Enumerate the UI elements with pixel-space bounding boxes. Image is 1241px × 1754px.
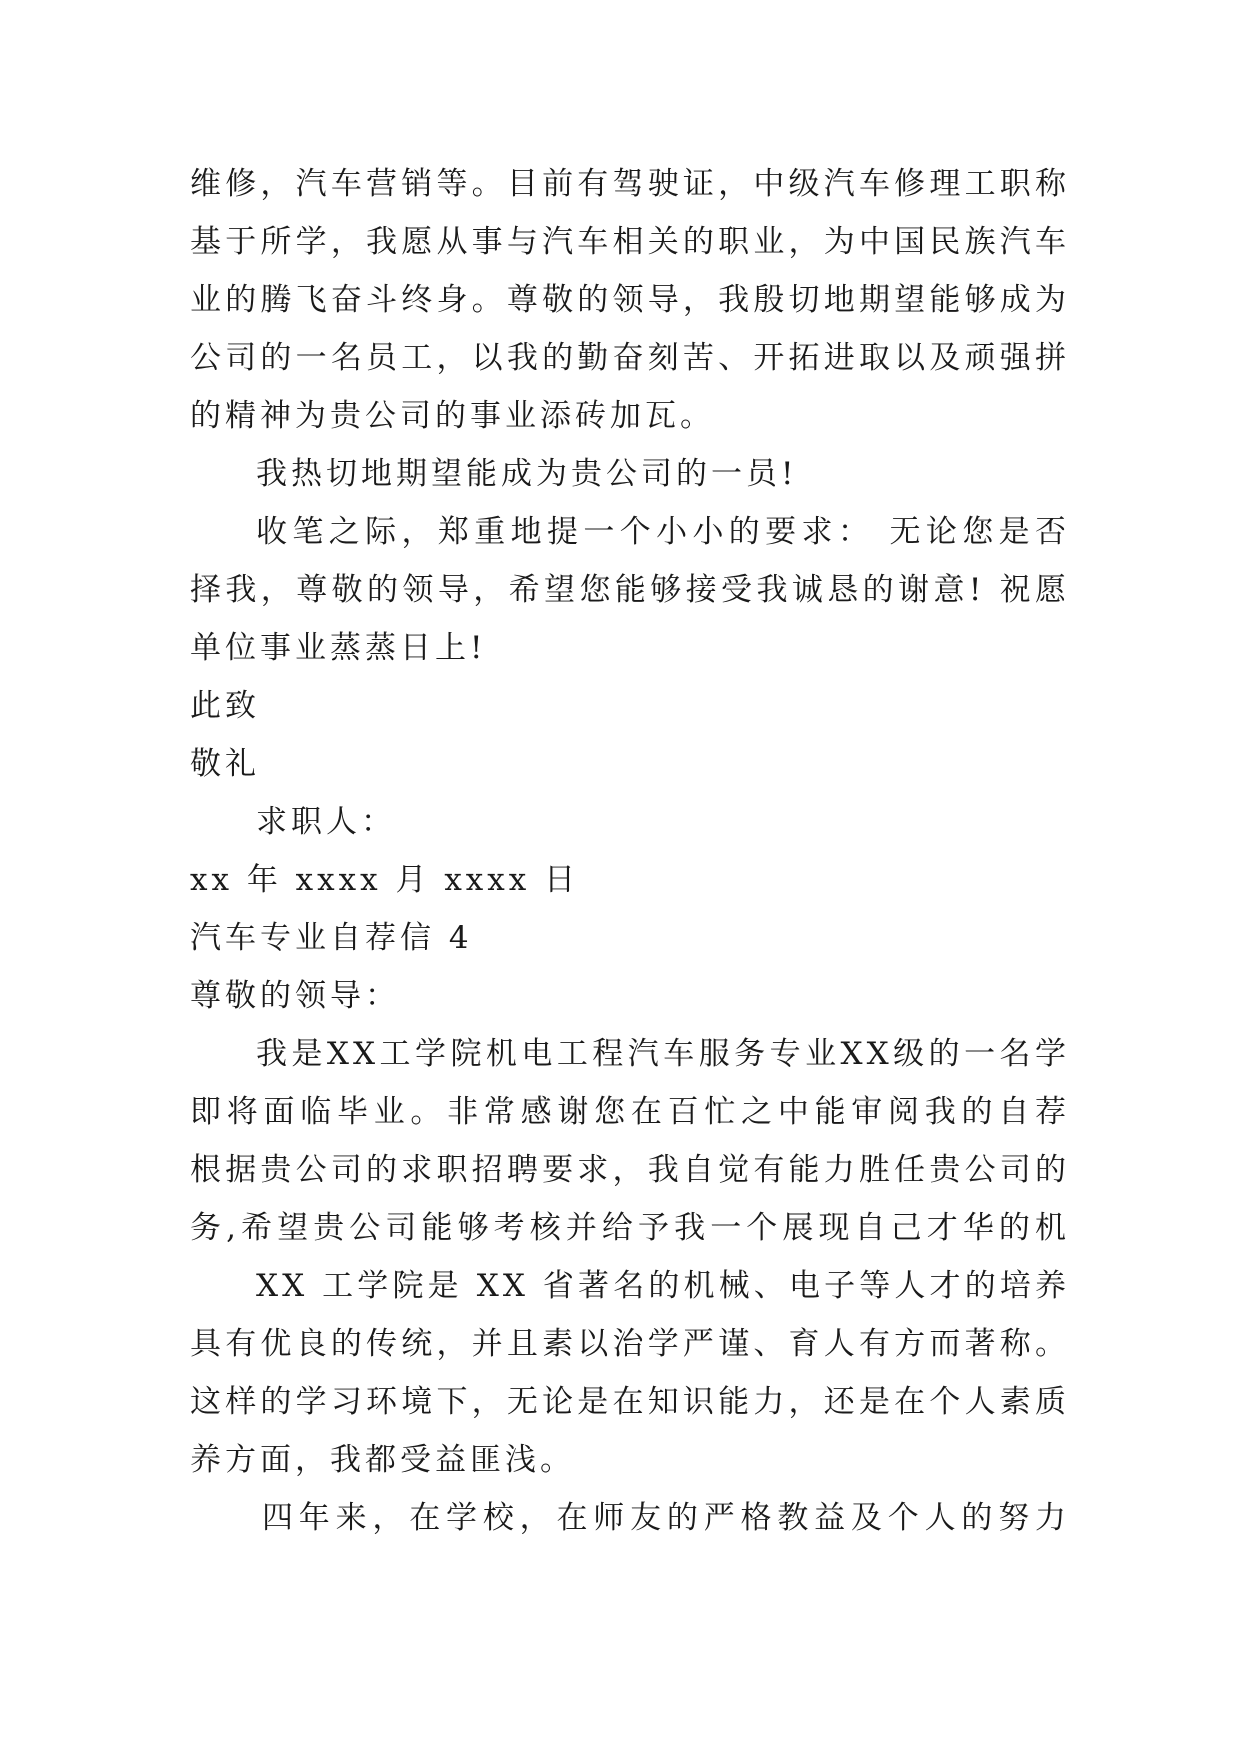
signature-label: 求职人： (256, 804, 396, 840)
paragraph-start: 四年来，在学校，在师友的严格教益及个人的努力 (262, 1500, 1070, 1536)
paragraph-start: 收笔之际，郑重地提一个小小的要求： 无论您是否 (256, 514, 1070, 550)
closing-salutation: 此致 (190, 688, 260, 724)
text-line: 即将面临毕业。非常感谢您在百忙之中能审阅我的自荐 (190, 1094, 1070, 1130)
paragraph-start: XX 工学院是 XX 省著名的机械、电子等人才的培养 (256, 1268, 1070, 1304)
date-line: xx 年 xxxx 月 xxxx 日 (190, 862, 580, 898)
greeting: 尊敬的领导： (190, 978, 400, 1014)
text-line: 公司的一名员工，以我的勤奋刻苦、开拓进取以及顽强拼 (190, 340, 1070, 376)
text-line: 务,希望贵公司能够考核并给予我一个展现自己才华的机 (190, 1210, 1070, 1246)
text-line: 具有优良的传统，并且素以治学严谨、育人有方而著称。 (190, 1326, 1070, 1362)
closing-regards: 敬礼 (190, 746, 260, 782)
text-line: 这样的学习环境下，无论是在知识能力，还是在个人素质 (190, 1384, 1070, 1420)
text-line: 择我，尊敬的领导，希望您能够接受我诚恳的谢意! 祝愿 (190, 572, 1070, 608)
text-line: 维修，汽车营销等。目前有驾驶证，中级汽车修理工职称 (190, 166, 1070, 202)
letter-title: 汽车专业自荐信 4 (190, 920, 473, 956)
paragraph-start: 我热切地期望能成为贵公司的一员! (256, 456, 798, 492)
paragraph-start: 我是XX工学院机电工程汽车服务专业XX级的一名学 (256, 1036, 1070, 1072)
text-line: 根据贵公司的求职招聘要求，我自觉有能力胜任贵公司的 (190, 1152, 1070, 1188)
text-line: 业的腾飞奋斗终身。尊敬的领导，我殷切地期望能够成为 (190, 282, 1070, 318)
text-line: 养方面，我都受益匪浅。 (190, 1442, 575, 1478)
text-line: 基于所学，我愿从事与汽车相关的职业，为中国民族汽车 (190, 224, 1070, 260)
text-line: 单位事业蒸蒸日上! (190, 630, 487, 666)
document-body (190, 155, 1070, 1547)
text-line: 的精神为贵公司的事业添砖加瓦。 (190, 398, 715, 434)
